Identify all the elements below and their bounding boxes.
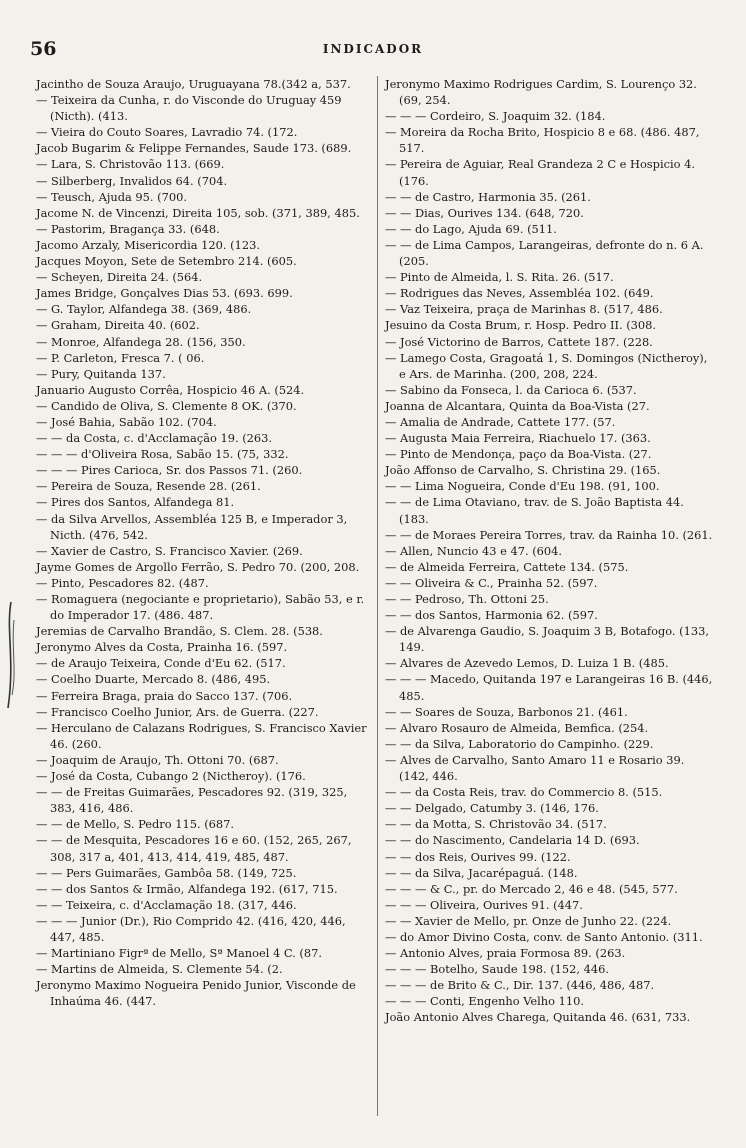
- directory-entry: — José Victorino de Barros, Cattete 187. (228.: [385, 334, 653, 349]
- directory-entry: Jeremias de Carvalho Brandão, S. Clem. 28. (538.: [36, 624, 323, 639]
- directory-entry: — Augusta Maia Ferreira, Riachuelo 17. (363.: [385, 431, 651, 446]
- directory-entry: — Romaguera (negociante e proprietario), Sabão 53, e r. do Imperador 17. (486. 487.: [36, 592, 365, 623]
- directory-entry: — Herculano de Calazans Rodrigues, S. Francisco Xavier 46. (260.: [36, 720, 367, 751]
- directory-entry: — — dos Santos & Irmão, Alfandega 192. (617, 715.: [36, 881, 338, 896]
- directory-entry: James Bridge, Gonçalves Dias 53. (693. 699.: [36, 286, 293, 301]
- page-header: [30, 38, 716, 62]
- directory-entry: — de Araujo Teixeira, Conde d'Eu 62. (517.: [36, 656, 286, 671]
- directory-entry: — Pinto de Almeida, l. S. Rita. 26. (517.: [385, 270, 614, 285]
- directory-entry: — — Dias, Ourives 134. (648, 720.: [385, 205, 584, 220]
- directory-entry: — — Delgado, Catumby 3. (146, 176.: [385, 801, 599, 816]
- directory-entry: — Lamego Costa, Gragoatá 1, S. Domingos (Nictheroy), e Ars. de Marinha. (200, 208, 224.: [385, 350, 708, 381]
- directory-entry: — — da Motta, S. Christovão 34. (517.: [385, 817, 607, 832]
- directory-entry: — Pastorim, Bragança 33. (648.: [36, 221, 220, 236]
- directory-entry: — — — d'Oliveira Rosa, Sabão 15. (75, 332.: [36, 447, 289, 462]
- directory-entry: — — Pedroso, Th. Ottoni 25.: [385, 592, 549, 606]
- directory-entry: — Martins de Almeida, S. Clemente 54. (2.: [36, 962, 283, 977]
- directory-entry: — Allen, Nuncio 43 e 47. (604.: [385, 543, 562, 558]
- directory-entry: — — de Mello, S. Pedro 115. (687.: [36, 817, 235, 832]
- directory-entry: — — de Lima Otaviano, trav. de S. João Baptista 44. (183.: [385, 495, 684, 526]
- left-column: [36, 76, 371, 1009]
- directory-entry: — Martiniano Figrª de Mello, Sª Manoel 4 C. (87.: [36, 946, 322, 961]
- directory-entry: Jeronymo Maximo Rodrigues Cardim, S. Lourenço 32. (69, 254.: [385, 77, 697, 108]
- directory-entry: — — — Oliveira, Ourives 91. (447.: [385, 897, 583, 912]
- directory-entry: — Silberberg, Invalidos 64. (704.: [36, 173, 228, 188]
- directory-entry: — Francisco Coelho Junior, Ars. de Guerra. (227.: [36, 704, 319, 719]
- directory-entry: — — Lima Nogueira, Conde d'Eu 198. (91, 100.: [385, 479, 660, 494]
- directory-entry: — — — Conti, Engenho Velho 110.: [385, 994, 584, 1009]
- directory-entry: — de Almeida Ferreira, Cattete 134. (575.: [385, 559, 629, 574]
- directory-entry: — — — Junior (Dr.), Rio Comprido 42. (416, 420, 446, 447, 485.: [36, 913, 346, 944]
- directory-entry: Jacomo Arzaly, Misericordia 120. (123.: [36, 237, 260, 252]
- directory-entry: — — Pers Guimarães, Gambôa 58. (149, 725.: [36, 865, 297, 880]
- directory-entry: — Amalia de Andrade, Cattete 177. (57.: [385, 414, 616, 429]
- directory-entry: Jayme Gomes de Argollo Ferrão, S. Pedro 70. (200, 208.: [36, 559, 360, 574]
- directory-entry: — — — & C., pr. do Mercado 2, 46 e 48. (545, 577.: [385, 881, 678, 896]
- directory-entry: — Lara, S. Christovão 113. (669.: [36, 157, 225, 172]
- directory-entry: — Alves de Carvalho, Santo Amaro 11 e Rosario 39. (142, 446.: [385, 752, 685, 784]
- directory-entry: Jacques Moyon, Sete de Setembro 214. (605.: [36, 254, 297, 269]
- directory-entry: — Pinto, Pescadores 82. (487.: [36, 575, 209, 590]
- directory-entry: — — — Macedo, Quitanda 197 e Larangeiras 16 B. (446, 485.: [385, 672, 713, 703]
- directory-entry: — Coelho Duarte, Mercado 8. (486, 495.: [36, 672, 271, 687]
- directory-entry: — — de Moraes Pereira Torres, trav. da Rainha 10. (261.: [385, 527, 713, 542]
- directory-entry: — Rodrigues das Neves, Assembléa 102. (649.: [385, 286, 654, 301]
- directory-entry: — do Amor Divino Costa, conv. de Santo Antonio. (311.: [385, 929, 703, 944]
- directory-entry: — Alvares de Azevedo Lemos, D. Luiza 1 B. (485.: [385, 656, 669, 671]
- directory-entry: — Pereira de Souza, Resende 28. (261.: [36, 479, 261, 494]
- directory-entry: — — do Nascimento, Candelaria 14 D. (693.: [385, 833, 640, 848]
- directory-entry: — — dos Santos, Harmonia 62. (597.: [385, 608, 598, 623]
- directory-entry: — Antonio Alves, praia Formosa 89. (263.: [385, 946, 626, 961]
- directory-entry: — Ferreira Braga, praia do Sacco 137. (706.: [36, 688, 293, 703]
- directory-entry: — Vaz Teixeira, praça de Marinhas 8. (517, 486.: [385, 302, 663, 317]
- directory-entry: — da Silva Arvellos, Assembléa 125 B, e Imperador 3, Nicth. (476, 542.: [36, 511, 348, 542]
- directory-entry: João Antonio Alves Charega, Quitanda 46. (631, 733.: [385, 1010, 691, 1025]
- directory-entry: — de Alvarenga Gaudio, S. Joaquim 3 B, Botafogo. (133, 149.: [385, 624, 709, 655]
- directory-entry: — G. Taylor, Alfandega 38. (369, 486.: [36, 302, 252, 317]
- right-column: [385, 76, 717, 1026]
- binding-mark: [2, 600, 20, 710]
- directory-entry: — — da Costa Reis, trav. do Commercio 8. (515.: [385, 785, 663, 800]
- directory-entry: — — da Costa, c. d'Acclamação 19. (263.: [36, 431, 272, 446]
- directory-entry: — — dos Reis, Ourives 99. (122.: [385, 849, 571, 864]
- directory-entry: — — Teixeira, c. d'Acclamação 18. (317, 446.: [36, 897, 297, 912]
- page-title: INDICADOR: [322, 42, 424, 56]
- column-divider: [377, 76, 378, 1116]
- directory-entry: — Alvaro Rosauro de Almeida, Bemfica. (254.: [385, 720, 649, 735]
- page-number: 56: [30, 38, 57, 60]
- directory-entry: — Pires dos Santos, Alfandega 81.: [36, 495, 235, 510]
- directory-entry: — Teixeira da Cunha, r. do Visconde do Uruguay 459 (Nicth). (413.: [36, 93, 342, 124]
- directory-entry: — — — de Brito & C., Dir. 137. (446, 486, 487.: [385, 978, 655, 993]
- directory-entry: João Affonso de Carvalho, S. Christina 29. (165.: [385, 463, 661, 478]
- directory-entry: Jacintho de Souza Araujo, Uruguayana 78.(342 a, 537.: [36, 77, 351, 91]
- directory-entry: — Scheyen, Direita 24. (564.: [36, 270, 203, 285]
- directory-entry: Jacome N. de Vincenzi, Direita 105, sob. (371, 389, 485.: [36, 205, 360, 220]
- directory-entry: — — da Silva, Laboratorio do Campinho. (229.: [385, 736, 654, 751]
- directory-entry: — P. Carleton, Fresca 7. ( 06.: [36, 350, 205, 365]
- directory-entry: — — Xavier de Mello, pr. Onze de Junho 22. (224.: [385, 913, 672, 928]
- directory-entry: — Candido de Oliva, S. Clemente 8 OK. (370.: [36, 398, 297, 413]
- directory-entry: — — — Cordeiro, S. Joaquim 32. (184.: [385, 109, 606, 124]
- directory-entry: — Sabino da Fonseca, l. da Carioca 6. (537.: [385, 382, 637, 397]
- directory-entry: Januario Augusto Corrêa, Hospicio 46 A. (524.: [36, 382, 305, 397]
- directory-entry: — Joaquim de Araujo, Th. Ottoni 70. (687.: [36, 752, 279, 767]
- directory-entry: — José Bahia, Sabão 102. (704.: [36, 414, 217, 429]
- directory-entry: Jesuino da Costa Brum, r. Hosp. Pedro II. (308.: [385, 318, 657, 333]
- directory-entry: Jeronymo Maximo Nogueira Penido Junior, Visconde de Inhaúma 46. (447.: [36, 978, 356, 1009]
- directory-entry: — Teusch, Ajuda 95. (700.: [36, 189, 187, 204]
- directory-entry: — — de Lima Campos, Larangeiras, defronte do n. 6 A. (205.: [385, 237, 704, 269]
- directory-entry: — — de Castro, Harmonia 35. (261.: [385, 189, 591, 204]
- directory-entry: — — de Freitas Guimarães, Pescadores 92. (319, 325, 383, 416, 486.: [36, 785, 348, 816]
- directory-entry: — Pinto de Mendonça, paço da Boa-Vista. (27.: [385, 447, 652, 462]
- directory-entry: Jeronymo Alves da Costa, Prainha 16. (597.: [36, 640, 288, 655]
- directory-entry: — — — Pires Carioca, Sr. dos Passos 71. (260.: [36, 463, 303, 478]
- directory-entry: — Graham, Direita 40. (602.: [36, 318, 200, 333]
- directory-entry: — Vieira do Couto Soares, Lavradio 74. (172.: [36, 125, 298, 140]
- directory-entry: — Pury, Quitanda 137.: [36, 366, 166, 381]
- directory-entry: — — — Botelho, Saude 198. (152, 446.: [385, 962, 610, 977]
- directory-entry: — José da Costa, Cubango 2 (Nictheroy). (176.: [36, 769, 306, 784]
- directory-entry: — Xavier de Castro, S. Francisco Xavier. (269.: [36, 543, 303, 558]
- directory-entry: Joanna de Alcantara, Quinta da Boa-Vista (27.: [385, 398, 650, 413]
- directory-entry: — — de Mesquita, Pescadores 16 e 60. (152, 265, 267, 308, 317 a, 401, 413, 414, 419, 485, 487.: [36, 833, 352, 864]
- directory-entry: — — Soares de Souza, Barbonos 21. (461.: [385, 704, 628, 719]
- directory-entry: — Pereira de Aguiar, Real Grandeza 2 C e Hospicio 4. (176.: [385, 157, 695, 188]
- directory-entry: Jacob Bugarim & Felippe Fernandes, Saude 173. (689.: [36, 141, 352, 156]
- directory-entry: — Moreira da Rocha Brito, Hospicio 8 e 68. (486. 487, 517.: [385, 125, 700, 156]
- directory-entry: — — do Lago, Ajuda 69. (511.: [385, 221, 557, 236]
- directory-entry: — Monroe, Alfandega 28. (156, 350.: [36, 334, 246, 349]
- directory-entry: — — Oliveira & C., Prainha 52. (597.: [385, 575, 598, 590]
- directory-entry: — — da Silva, Jacarépaguá. (148.: [385, 865, 578, 880]
